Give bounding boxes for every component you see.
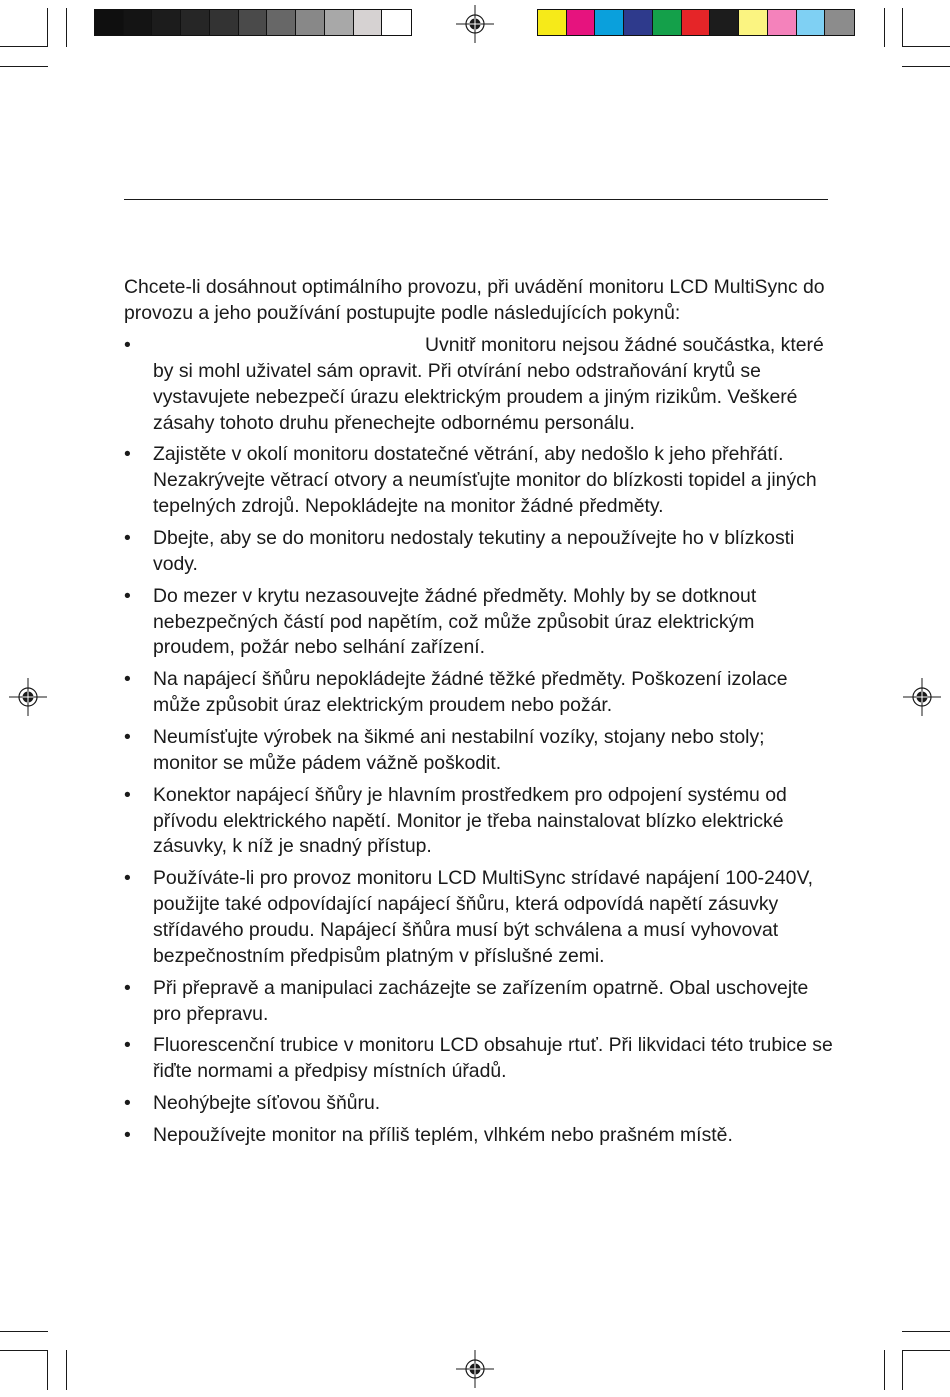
list-item: [124, 976, 834, 1028]
list-item: [124, 584, 834, 662]
document-body: [124, 275, 834, 1155]
color-swatch: [538, 10, 567, 35]
crop-mark: [902, 1350, 903, 1390]
list-item: [124, 667, 834, 719]
color-swatch: [595, 10, 624, 35]
list-item: [124, 725, 834, 777]
color-swatch: [567, 10, 596, 35]
crop-mark: [902, 1331, 950, 1332]
crop-mark: [902, 66, 950, 67]
bullet-symbol: •: [124, 1123, 131, 1146]
color-swatch: [653, 10, 682, 35]
crop-mark: [66, 1350, 67, 1390]
list-item-text: Dbejte, aby se do monitoru nedostaly tekutiny a nepoužívejte ho v blízkosti vody.: [153, 526, 795, 575]
crop-mark: [902, 46, 950, 47]
list-item: [124, 442, 834, 520]
crosshair-target-icon: [456, 1350, 494, 1388]
crop-mark: [884, 8, 885, 47]
list-item-text: Do mezer v krytu nezasouvejte žádné předměty. Mohly by se dotknout nebezpečných částí pod napětím, což může způsobit úraz elektrickým proudem, požár nebo selhání zařízení.: [153, 584, 757, 659]
list-item: [124, 526, 834, 578]
list-item-text: Uvnitř monitoru nejsou žádné součástka, které by si mohl uživatel sám opravit. Při otvírání nebo odstraňování krytů se vystavujete nebezpečí úrazu elektrickým proudem a jiným rizikům. Veškeré zásahy tohoto druhu přenechejte odbornému personálu.: [153, 333, 824, 434]
list-item-text: Fluorescenční trubice v monitoru LCD obsahuje rtuť. Při likvidaci této trubice se řiďte normami a předpisy místních úřadů.: [153, 1034, 833, 1083]
color-swatch: [624, 10, 653, 35]
bullet-symbol: •: [124, 1034, 131, 1057]
color-swatch: [825, 10, 854, 35]
crop-mark: [902, 8, 903, 47]
gray-swatch: [325, 10, 354, 35]
color-swatch: [739, 10, 768, 35]
bullet-symbol: •: [124, 725, 131, 748]
gray-swatch: [152, 10, 181, 35]
bullet-symbol: •: [124, 443, 131, 466]
crop-mark: [47, 1350, 48, 1390]
gray-swatch: [354, 10, 383, 35]
grayscale-calibration-bar: [94, 9, 412, 36]
list-item-text: Neumísťujte výrobek na šikmé ani nestabilní vozíky, stojany nebo stoly; monitor se může pádem vážně poškodit.: [153, 725, 765, 774]
list-item: [124, 1091, 834, 1117]
gray-swatch: [239, 10, 268, 35]
crop-mark: [0, 46, 48, 47]
color-calibration-bar: [537, 9, 855, 36]
list-item: [124, 333, 834, 437]
gray-swatch: [296, 10, 325, 35]
crop-mark: [884, 1350, 885, 1390]
list-item-text: Nepoužívejte monitor na příliš teplém, vlhkém nebo prašném místě.: [153, 1123, 733, 1146]
crop-mark: [902, 1350, 950, 1351]
gray-swatch: [124, 10, 153, 35]
section-rule: [124, 199, 828, 200]
crop-mark: [0, 66, 48, 67]
bullet-symbol: •: [124, 333, 131, 356]
list-item: [124, 1033, 834, 1085]
gray-swatch: [181, 10, 210, 35]
bullet-symbol: •: [124, 976, 131, 999]
bullet-symbol: •: [124, 526, 131, 549]
color-swatch: [682, 10, 711, 35]
intro-paragraph: Chcete-li dosáhnout optimálního provozu, při uvádění monitoru LCD MultiSync do provozu a jeho používání postupujte podle následujících pokynů:: [124, 276, 825, 324]
list-item-text: Zajistěte v okolí monitoru dostatečné větrání, aby nedošlo k jeho přehřátí. Nezakrývejte větrací otvory a neumísťujte monitor do blízkosti topidel a jiných tepelných zdrojů. Nepokládejte na monitor žádné předměty.: [153, 443, 817, 518]
crosshair-target-icon: [9, 678, 47, 716]
color-swatch: [710, 10, 739, 35]
crop-mark: [0, 1350, 48, 1351]
color-swatch: [768, 10, 797, 35]
crosshair-target-icon: [903, 678, 941, 716]
crop-mark: [47, 8, 48, 47]
list-item: [124, 866, 834, 970]
list-item: [124, 1123, 834, 1149]
list-item-text: Konektor napájecí šňůry je hlavním prostředkem pro odpojení systému od přívodu elektrického napětí. Monitor je třeba nainstalovat blízko elektrické zásuvky, k níž je snadný přístup.: [153, 783, 787, 858]
crop-mark: [0, 1331, 48, 1332]
bullet-symbol: •: [124, 584, 131, 607]
gray-swatch: [210, 10, 239, 35]
list-item-text: Na napájecí šňůru nepokládejte žádné těžké předměty. Poškození izolace může způsobit úraz elektrickým proudem nebo požár.: [153, 668, 788, 717]
gray-swatch: [382, 10, 411, 35]
crop-mark: [66, 8, 67, 47]
bullet-symbol: •: [124, 867, 131, 890]
crosshair-target-icon: [456, 5, 494, 43]
list-item-text: Neohýbejte síťovou šňůru.: [153, 1092, 381, 1115]
bullet-symbol: •: [124, 783, 131, 806]
gray-swatch: [95, 10, 124, 35]
bullet-symbol: •: [124, 668, 131, 691]
list-item-text: Při přepravě a manipulaci zacházejte se zařízením opatrně. Obal uschovejte pro přepravu.: [153, 976, 809, 1025]
bullet-symbol: •: [124, 1092, 131, 1115]
color-swatch: [797, 10, 826, 35]
gray-swatch: [267, 10, 296, 35]
list-item: [124, 783, 834, 861]
safety-instructions-list: [124, 333, 834, 1149]
list-item-text: Používáte-li pro provoz monitoru LCD MultiSync strídavé napájení 100-240V, použijte také odpovídající napájecí šňůru, která odpovídá napětí zásuvky střídavého proudu. Napájecí šňůra musí být schválena a musí vyhovovat bezpečnostním předpisům platným v příslušné zemi.: [153, 867, 813, 967]
